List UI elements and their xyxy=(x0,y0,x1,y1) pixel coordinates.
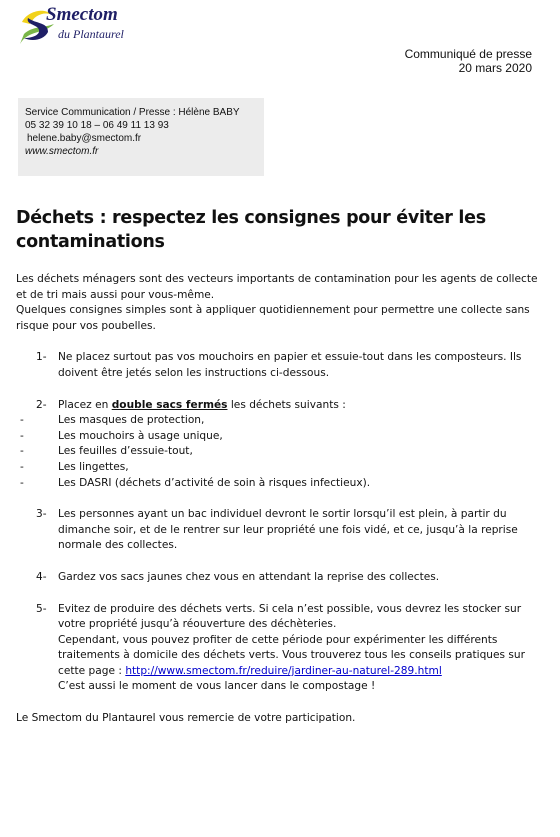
press-label: Communiqué de presse xyxy=(404,47,532,61)
press-date: 20 mars 2020 xyxy=(458,61,532,75)
list-number: 3- xyxy=(36,508,47,521)
list-text-post: les déchets suivants : xyxy=(227,398,346,411)
bullet-item: - Les lingettes, xyxy=(16,460,544,476)
list-item-5 xyxy=(16,602,544,696)
list-text-2 xyxy=(58,633,544,680)
list-item-2 xyxy=(16,398,544,414)
contact-service: Service Communication / Presse : Hélène BABY xyxy=(25,107,240,118)
jardiner-naturel-link[interactable]: http://www.smectom.fr/reduire/jardiner-au-naturel-289.html xyxy=(125,664,442,677)
intro-paragraph-2: Quelques consignes simples sont à appliquer quotidiennement pour permettre une collecte sans risque pour vos poubelles. xyxy=(16,304,530,332)
document-body xyxy=(16,272,544,727)
list-text-3: C’est aussi le moment de vous lancer dans le compostage ! xyxy=(58,680,376,693)
contact-email[interactable]: helene.baby@smectom.fr xyxy=(27,133,142,144)
logo-name: Smectom xyxy=(46,4,118,25)
contact-phones: 05 32 39 10 18 – 06 49 11 13 93 xyxy=(25,120,169,131)
list-text xyxy=(58,602,544,696)
list-item-1 xyxy=(16,350,544,381)
press-release-header xyxy=(405,47,532,75)
bullet-text: Les masques de protection, xyxy=(58,414,205,427)
list-item-3 xyxy=(16,507,544,554)
bullet-item: - Les mouchoirs à usage unique, xyxy=(16,429,544,445)
intro-paragraph-1: Les déchets ménagers sont des vecteurs importants de contamination pour les agents de collecte et de tri mais aussi pour vous-même. xyxy=(16,273,538,301)
logo-subname: du Plantaurel xyxy=(58,27,124,41)
list-text xyxy=(58,398,346,414)
list-number: 1- xyxy=(36,351,47,364)
list-text-pre: Placez en xyxy=(58,398,112,411)
bullet-text: Les mouchoirs à usage unique, xyxy=(58,429,223,442)
closing-paragraph: Le Smectom du Plantaurel vous remercie de votre participation. xyxy=(16,712,356,725)
bullet-item: - Les DASRI (déchets d’activité de soin à risques infectieux). xyxy=(16,476,544,492)
list-text: Ne placez surtout pas vos mouchoirs en papier et essuie-tout dans les composteurs. Ils doivent être jetés selon les instructions ci-dessous. xyxy=(58,351,522,379)
list-text: Les personnes ayant un bac individuel devront le sortir lorsqu’il est plein, à partir du dimanche soir, et de le rentrer sur leur propriété une fois vidé, et ce, jusqu’à la reprise normale des collectes. xyxy=(58,508,518,552)
bullet-text: Les DASRI (déchets d’activité de soin à risques infectieux). xyxy=(58,476,371,489)
bullet-text: Les lingettes, xyxy=(58,460,129,473)
contact-box xyxy=(18,98,264,176)
list-text-2-body: Cependant, vous pouvez profiter de cette période pour expérimenter les différents traitements à domicile des déchets verts. Vous trouverez tous les conseils pratiques sur cette page : xyxy=(58,633,525,677)
bullet-item: - Les feuilles d’essuie-tout, xyxy=(16,444,544,460)
list-number: 2- xyxy=(36,398,47,411)
contact-website[interactable]: www.smectom.fr xyxy=(25,146,99,157)
document-title: Déchets : respectez les consignes pour éviter les contaminations xyxy=(16,208,486,252)
list-number: 5- xyxy=(36,602,47,615)
list-text: Gardez vos sacs jaunes chez vous en attendant la reprise des collectes. xyxy=(58,570,440,583)
list-number: 4- xyxy=(36,570,47,583)
bullet-item: - Les masques de protection, xyxy=(16,413,544,429)
list-item-4 xyxy=(16,570,544,586)
emphasis-double-bags: double sacs fermés xyxy=(111,398,228,411)
bullet-text: Les feuilles d’essuie-tout, xyxy=(58,445,193,458)
list-text-1: Evitez de produire des déchets verts. Si cela n’est possible, vous devrez les stocker sur votre propriété jusqu’à réouverture des déchèteries. xyxy=(58,602,522,631)
